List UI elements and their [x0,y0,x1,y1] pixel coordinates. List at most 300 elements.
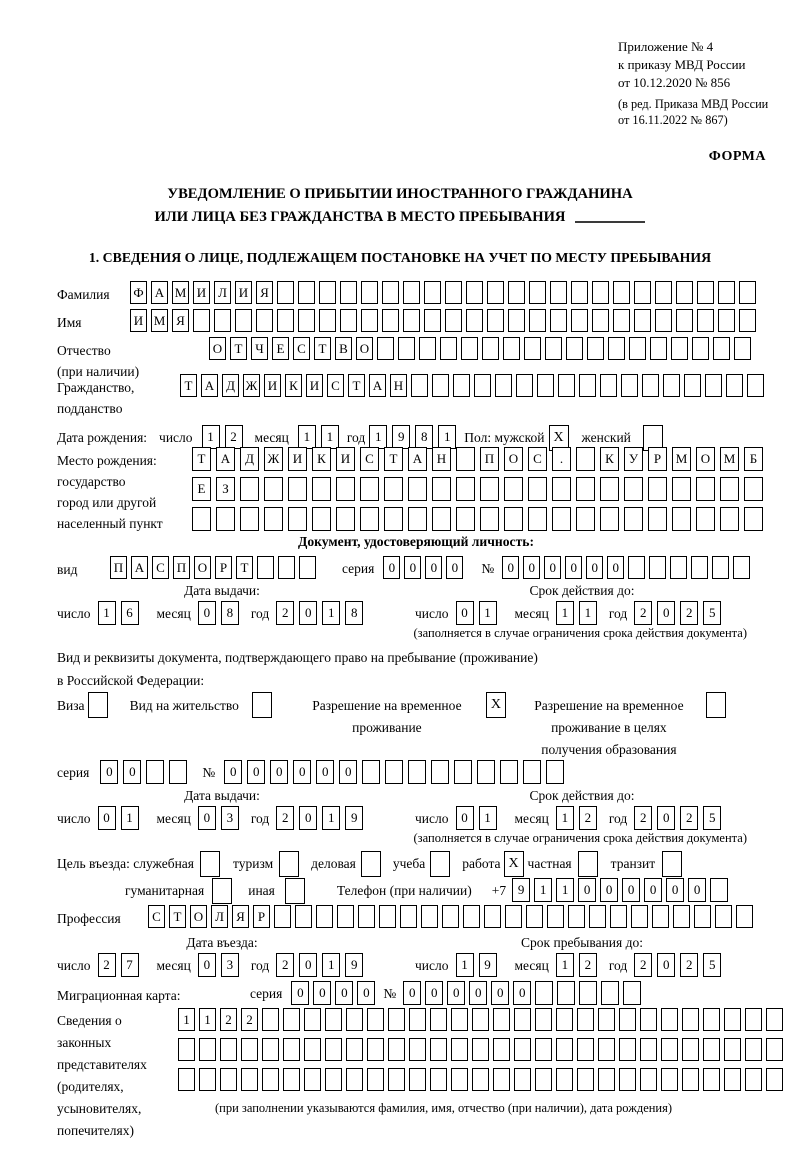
char-cell[interactable]: 0 [657,953,675,977]
char-cell[interactable]: 2 [634,953,652,977]
char-cell[interactable] [220,1068,237,1091]
char-cell[interactable]: М [151,309,168,332]
char-cell[interactable]: 2 [241,1008,258,1031]
char-cell[interactable] [648,477,667,501]
char-cell[interactable] [304,1038,321,1061]
char-cell[interactable]: 9 [345,806,363,830]
char-cell[interactable]: А [408,447,427,471]
char-cell[interactable] [361,281,378,304]
char-cell[interactable]: 0 [339,760,357,784]
char-cell[interactable] [703,1068,720,1091]
char-cell[interactable]: С [148,905,165,928]
char-cell[interactable] [705,374,722,397]
char-cell[interactable] [710,878,728,902]
char-cell[interactable] [720,477,739,501]
char-cell[interactable] [547,905,564,928]
char-cell[interactable] [524,337,541,360]
char-cell[interactable]: 0 [622,878,640,902]
char-cell[interactable]: 2 [98,953,116,977]
char-cell[interactable]: 0 [335,981,353,1005]
char-cell[interactable]: 0 [357,981,375,1005]
char-cell[interactable]: 2 [276,601,294,625]
char-cell[interactable] [718,281,735,304]
char-cell[interactable] [325,1068,342,1091]
char-cell[interactable] [634,281,651,304]
char-cell[interactable] [193,309,210,332]
char-cell[interactable] [214,309,231,332]
char-cell[interactable]: С [360,447,379,471]
char-cell[interactable] [312,477,331,501]
char-cell[interactable]: 3 [221,953,239,977]
char-cell[interactable] [360,507,379,531]
char-cell[interactable] [566,337,583,360]
char-cell[interactable] [456,507,475,531]
char-cell[interactable] [552,507,571,531]
char-cell[interactable]: 8 [415,425,433,449]
char-cell[interactable] [766,1068,783,1091]
char-cell[interactable] [744,507,763,531]
char-cell[interactable] [655,309,672,332]
char-cell[interactable]: 1 [556,878,574,902]
char-cell[interactable]: Т [348,374,365,397]
char-cell[interactable]: 0 [98,806,116,830]
residence-permit-checkbox[interactable] [252,692,272,718]
char-cell[interactable] [747,374,764,397]
char-cell[interactable] [715,905,732,928]
char-cell[interactable] [505,905,522,928]
char-cell[interactable] [319,309,336,332]
char-cell[interactable] [592,281,609,304]
char-cell[interactable]: 1 [178,1008,195,1031]
char-cell[interactable] [535,1038,552,1061]
char-cell[interactable]: Ч [251,337,268,360]
char-cell[interactable]: 1 [556,953,574,977]
char-cell[interactable] [601,981,619,1005]
char-cell[interactable] [346,1008,363,1031]
char-cell[interactable] [451,1008,468,1031]
char-cell[interactable] [367,1068,384,1091]
char-cell[interactable]: Я [232,905,249,928]
char-cell[interactable]: Т [230,337,247,360]
char-cell[interactable] [220,1038,237,1061]
char-cell[interactable] [516,374,533,397]
char-cell[interactable] [571,309,588,332]
char-cell[interactable] [384,477,403,501]
char-cell[interactable] [649,556,666,579]
char-cell[interactable]: О [209,337,226,360]
char-cell[interactable] [663,374,680,397]
char-cell[interactable] [556,1068,573,1091]
char-cell[interactable] [487,281,504,304]
char-cell[interactable]: 5 [703,953,721,977]
char-cell[interactable] [388,1038,405,1061]
char-cell[interactable] [550,281,567,304]
char-cell[interactable] [550,309,567,332]
char-cell[interactable] [642,374,659,397]
char-cell[interactable] [241,1068,258,1091]
char-cell[interactable] [600,374,617,397]
char-cell[interactable] [340,281,357,304]
char-cell[interactable] [713,337,730,360]
char-cell[interactable] [724,1038,741,1061]
char-cell[interactable] [500,760,518,784]
char-cell[interactable]: Т [180,374,197,397]
char-cell[interactable]: 0 [600,878,618,902]
char-cell[interactable]: 0 [299,953,317,977]
char-cell[interactable] [304,1008,321,1031]
char-cell[interactable]: С [327,374,344,397]
char-cell[interactable] [661,1068,678,1091]
char-cell[interactable]: 9 [345,953,363,977]
char-cell[interactable]: 9 [512,878,530,902]
char-cell[interactable]: 0 [224,760,242,784]
char-cell[interactable]: 2 [680,601,698,625]
char-cell[interactable] [336,477,355,501]
char-cell[interactable] [240,477,259,501]
char-cell[interactable] [325,1008,342,1031]
char-cell[interactable] [403,281,420,304]
char-cell[interactable] [146,760,164,784]
char-cell[interactable]: Е [192,477,211,501]
char-cell[interactable] [487,309,504,332]
char-cell[interactable] [598,1038,615,1061]
char-cell[interactable]: 2 [276,953,294,977]
char-cell[interactable] [474,374,491,397]
char-cell[interactable] [304,1068,321,1091]
char-cell[interactable] [409,1038,426,1061]
char-cell[interactable]: 0 [299,601,317,625]
char-cell[interactable]: С [293,337,310,360]
char-cell[interactable] [495,374,512,397]
char-cell[interactable]: 0 [425,556,442,579]
char-cell[interactable]: П [110,556,127,579]
char-cell[interactable]: Д [240,447,259,471]
char-cell[interactable]: С [528,447,547,471]
char-cell[interactable] [691,556,708,579]
char-cell[interactable]: Т [236,556,253,579]
char-cell[interactable] [484,905,501,928]
char-cell[interactable] [624,507,643,531]
char-cell[interactable]: 2 [276,806,294,830]
char-cell[interactable] [576,477,595,501]
char-cell[interactable] [235,309,252,332]
char-cell[interactable] [545,337,562,360]
char-cell[interactable] [558,374,575,397]
char-cell[interactable] [409,1068,426,1091]
char-cell[interactable] [461,337,478,360]
char-cell[interactable] [736,905,753,928]
char-cell[interactable] [576,447,595,471]
char-cell[interactable] [720,507,739,531]
char-cell[interactable] [508,281,525,304]
char-cell[interactable]: 1 [556,601,574,625]
char-cell[interactable]: Т [384,447,403,471]
char-cell[interactable]: 1 [579,601,597,625]
char-cell[interactable]: 0 [657,806,675,830]
char-cell[interactable] [445,309,462,332]
char-cell[interactable]: 1 [321,425,339,449]
char-cell[interactable]: К [285,374,302,397]
char-cell[interactable] [557,981,575,1005]
char-cell[interactable] [424,309,441,332]
char-cell[interactable]: Ж [243,374,260,397]
char-cell[interactable] [703,1008,720,1031]
char-cell[interactable]: С [152,556,169,579]
char-cell[interactable]: 1 [456,953,474,977]
char-cell[interactable] [577,1008,594,1031]
rvp-education-checkbox[interactable] [706,692,726,718]
char-cell[interactable]: О [190,905,207,928]
char-cell[interactable] [661,1008,678,1031]
char-cell[interactable]: Я [256,281,273,304]
char-cell[interactable] [358,905,375,928]
char-cell[interactable] [430,1068,447,1091]
char-cell[interactable] [592,309,609,332]
char-cell[interactable] [411,374,428,397]
char-cell[interactable]: . [552,447,571,471]
char-cell[interactable] [692,337,709,360]
char-cell[interactable] [537,374,554,397]
char-cell[interactable] [655,281,672,304]
char-cell[interactable] [514,1008,531,1031]
char-cell[interactable] [682,1068,699,1091]
char-cell[interactable]: 1 [479,601,497,625]
char-cell[interactable] [697,309,714,332]
char-cell[interactable] [388,1008,405,1031]
char-cell[interactable] [451,1068,468,1091]
char-cell[interactable] [456,477,475,501]
char-cell[interactable] [482,337,499,360]
char-cell[interactable] [577,1038,594,1061]
char-cell[interactable] [696,507,715,531]
purpose-humanitarian-checkbox[interactable] [212,878,232,904]
char-cell[interactable]: И [264,374,281,397]
char-cell[interactable] [526,905,543,928]
char-cell[interactable] [528,507,547,531]
char-cell[interactable] [514,1068,531,1091]
char-cell[interactable] [528,477,547,501]
char-cell[interactable] [648,507,667,531]
char-cell[interactable] [745,1008,762,1031]
char-cell[interactable] [535,1068,552,1091]
char-cell[interactable]: 5 [703,806,721,830]
purpose-study-checkbox[interactable] [430,851,450,877]
char-cell[interactable] [744,477,763,501]
char-cell[interactable]: В [335,337,352,360]
char-cell[interactable] [408,477,427,501]
char-cell[interactable]: Л [211,905,228,928]
char-cell[interactable] [340,309,357,332]
char-cell[interactable]: Р [215,556,232,579]
char-cell[interactable] [283,1068,300,1091]
purpose-commercial-checkbox[interactable] [361,851,381,877]
char-cell[interactable] [278,556,295,579]
char-cell[interactable]: 2 [579,806,597,830]
char-cell[interactable] [283,1008,300,1031]
char-cell[interactable] [367,1008,384,1031]
char-cell[interactable] [514,1038,531,1061]
char-cell[interactable] [240,507,259,531]
char-cell[interactable] [169,760,187,784]
rvp-checkbox[interactable]: X [486,692,506,718]
char-cell[interactable] [676,281,693,304]
purpose-business-checkbox[interactable] [200,851,220,877]
char-cell[interactable]: 0 [404,556,421,579]
char-cell[interactable]: А [216,447,235,471]
char-cell[interactable] [684,374,701,397]
char-cell[interactable]: И [130,309,147,332]
char-cell[interactable] [712,556,729,579]
char-cell[interactable]: 0 [644,878,662,902]
char-cell[interactable]: 0 [425,981,443,1005]
purpose-tourism-checkbox[interactable] [279,851,299,877]
char-cell[interactable] [673,905,690,928]
char-cell[interactable]: 0 [270,760,288,784]
char-cell[interactable]: Т [169,905,186,928]
char-cell[interactable] [504,477,523,501]
char-cell[interactable] [256,309,273,332]
char-cell[interactable]: 6 [121,601,139,625]
char-cell[interactable] [568,905,585,928]
char-cell[interactable]: 1 [121,806,139,830]
char-cell[interactable] [503,337,520,360]
char-cell[interactable] [598,1008,615,1031]
char-cell[interactable] [346,1038,363,1061]
char-cell[interactable]: 0 [123,760,141,784]
char-cell[interactable] [535,981,553,1005]
char-cell[interactable] [361,309,378,332]
char-cell[interactable] [682,1038,699,1061]
char-cell[interactable] [283,1038,300,1061]
char-cell[interactable] [600,507,619,531]
char-cell[interactable] [676,309,693,332]
char-cell[interactable] [589,905,606,928]
char-cell[interactable] [264,477,283,501]
char-cell[interactable]: Д [222,374,239,397]
char-cell[interactable] [440,337,457,360]
char-cell[interactable] [241,1038,258,1061]
char-cell[interactable]: З [216,477,235,501]
char-cell[interactable]: К [312,447,331,471]
char-cell[interactable] [577,1068,594,1091]
char-cell[interactable] [257,556,274,579]
char-cell[interactable] [726,374,743,397]
char-cell[interactable] [453,374,470,397]
char-cell[interactable] [430,1038,447,1061]
char-cell[interactable] [682,1008,699,1031]
char-cell[interactable]: 0 [383,556,400,579]
char-cell[interactable] [613,309,630,332]
char-cell[interactable]: Б [744,447,763,471]
char-cell[interactable] [504,507,523,531]
char-cell[interactable]: Т [192,447,211,471]
char-cell[interactable]: М [172,281,189,304]
char-cell[interactable] [619,1038,636,1061]
char-cell[interactable]: 1 [322,806,340,830]
char-cell[interactable]: 0 [198,953,216,977]
char-cell[interactable]: 0 [316,760,334,784]
char-cell[interactable] [480,507,499,531]
char-cell[interactable]: О [696,447,715,471]
char-cell[interactable] [672,477,691,501]
char-cell[interactable] [319,281,336,304]
char-cell[interactable] [325,1038,342,1061]
char-cell[interactable] [316,905,333,928]
char-cell[interactable] [388,1068,405,1091]
char-cell[interactable]: Т [314,337,331,360]
char-cell[interactable] [336,507,355,531]
char-cell[interactable]: 2 [579,953,597,977]
char-cell[interactable] [377,337,394,360]
char-cell[interactable] [670,556,687,579]
char-cell[interactable]: И [288,447,307,471]
char-cell[interactable]: Н [390,374,407,397]
char-cell[interactable]: 0 [513,981,531,1005]
char-cell[interactable] [671,337,688,360]
char-cell[interactable] [454,760,472,784]
char-cell[interactable] [277,281,294,304]
char-cell[interactable] [745,1038,762,1061]
char-cell[interactable]: 0 [313,981,331,1005]
char-cell[interactable] [451,1038,468,1061]
char-cell[interactable]: 0 [247,760,265,784]
char-cell[interactable] [432,477,451,501]
char-cell[interactable]: 2 [680,953,698,977]
char-cell[interactable] [262,1038,279,1061]
purpose-other-checkbox[interactable] [285,878,305,904]
char-cell[interactable]: 0 [100,760,118,784]
char-cell[interactable] [385,760,403,784]
char-cell[interactable]: Е [272,337,289,360]
char-cell[interactable] [421,905,438,928]
char-cell[interactable] [472,1068,489,1091]
char-cell[interactable]: О [194,556,211,579]
char-cell[interactable] [629,337,646,360]
char-cell[interactable]: М [672,447,691,471]
char-cell[interactable] [419,337,436,360]
char-cell[interactable] [274,905,291,928]
char-cell[interactable] [608,337,625,360]
char-cell[interactable]: 1 [556,806,574,830]
char-cell[interactable]: К [600,447,619,471]
char-cell[interactable]: 1 [322,601,340,625]
char-cell[interactable]: 0 [523,556,540,579]
char-cell[interactable]: 1 [438,425,456,449]
char-cell[interactable] [694,905,711,928]
char-cell[interactable] [493,1008,510,1031]
char-cell[interactable] [619,1008,636,1031]
char-cell[interactable] [445,281,462,304]
char-cell[interactable]: 0 [446,556,463,579]
char-cell[interactable] [288,507,307,531]
char-cell[interactable]: А [369,374,386,397]
char-cell[interactable]: М [720,447,739,471]
char-cell[interactable]: 1 [369,425,387,449]
char-cell[interactable] [463,905,480,928]
char-cell[interactable]: 0 [456,806,474,830]
char-cell[interactable] [178,1068,195,1091]
char-cell[interactable]: 0 [447,981,465,1005]
char-cell[interactable]: И [235,281,252,304]
char-cell[interactable] [576,507,595,531]
char-cell[interactable]: 0 [403,981,421,1005]
char-cell[interactable] [508,309,525,332]
char-cell[interactable] [640,1068,657,1091]
char-cell[interactable] [298,309,315,332]
char-cell[interactable]: А [201,374,218,397]
char-cell[interactable] [216,507,235,531]
char-cell[interactable] [640,1008,657,1031]
